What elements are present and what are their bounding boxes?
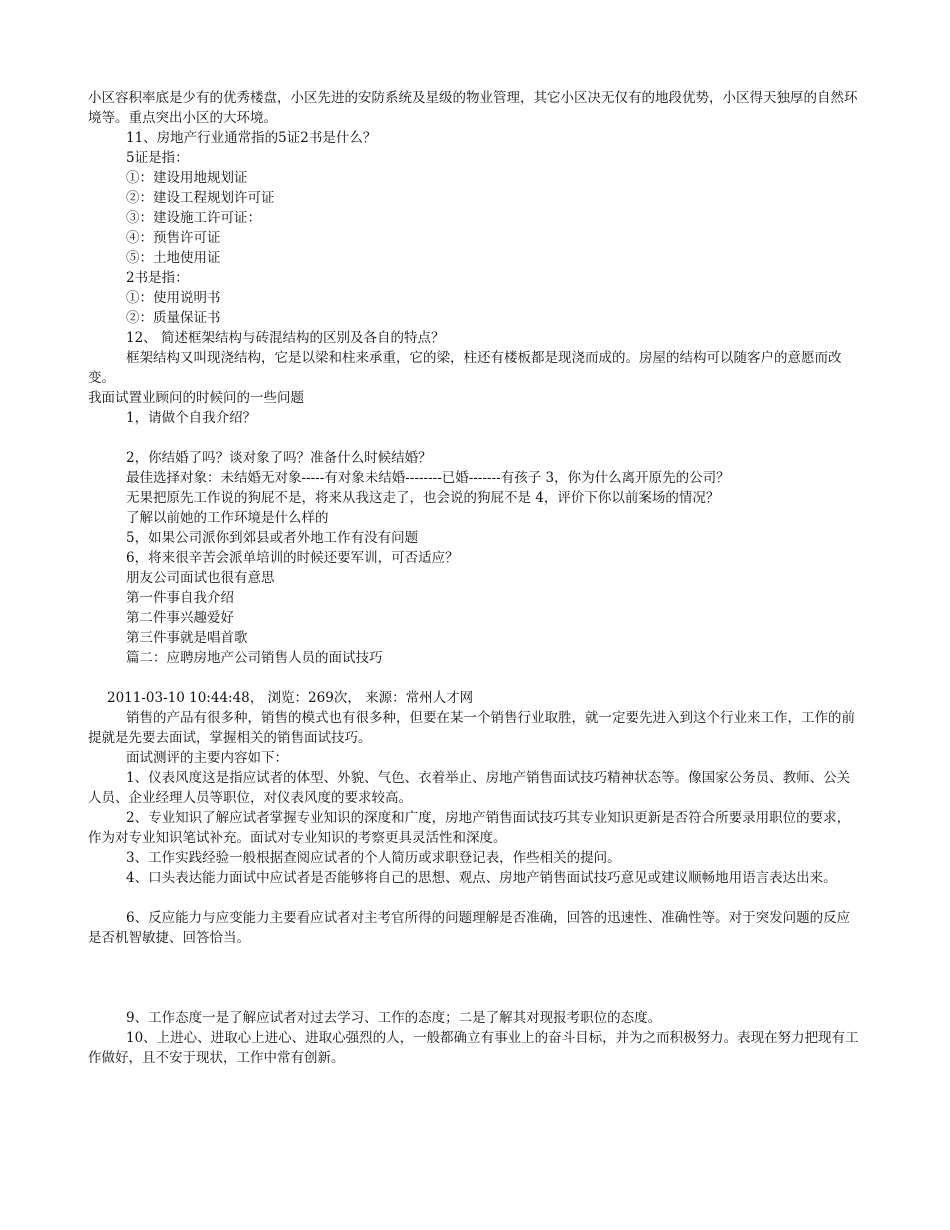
second-thing: 第二件事兴趣爱好 (126, 610, 234, 626)
friend-company-note: 朋友公司面试也很有意思 (126, 570, 275, 586)
interview-question-5: 5，如果公司派你到郊县或者外地工作有没有问题 (126, 530, 419, 546)
two-books-heading: 2书是指： (126, 270, 189, 286)
certificate-item-4: ④：预售许可证 (126, 230, 221, 246)
interview-questions-heading: 我面试置业顾问的时候问的一些问题 (88, 390, 304, 406)
answer-12: 框架结构又叫现浇结构，它是以梁和柱来承重，它的梁，柱还有楼板都是现浇而成的。房屋的结构可以随客户的意愿而改变。 (88, 350, 842, 386)
interview-question-4: 无果把原先工作说的狗屁不是，将来从我这走了，也会说的狗屁不是 4，评价下你以前案场的情况？ (126, 490, 720, 506)
interview-question-3: 最佳选择对象：未结婚无对象-----有对象未结婚--------已婚-------有孩子 3，你为什么离开原先的公司？ (126, 470, 730, 486)
certificate-item-1: ①：建设用地规划证 (126, 170, 248, 186)
spacer (88, 948, 860, 1008)
book-item-1: ①：使用说明书 (126, 290, 221, 306)
assessment-contents-heading: 面试测评的主要内容如下： (126, 750, 288, 766)
paragraph-community-env: 小区容积率底是少有的优秀楼盘，小区先进的安防系统及星级的物业管理，其它小区决无仅有的地段优势，小区得天独厚的自然环境等。重点突出小区的大环境。 (88, 90, 858, 126)
certificate-item-3: ③：建设施工许可证： (126, 210, 261, 226)
interview-note-environment: 了解以前她的工作环境是什么样的 (126, 510, 329, 526)
book-item-2: ②：质量保证书 (126, 310, 221, 326)
interview-question-6: 6，将来很辛苦会派单培训的时候还要军训，可否适应？ (126, 550, 459, 566)
assessment-item-4: 4、口头表达能力面试中应试者是否能够将自己的思想、观点、房地产销售面试技巧意见或建议顺畅地用语言表达出来。 (126, 870, 837, 886)
question-12: 12、 简述框架结构与砖混结构的区别及各自的特点？ (126, 330, 445, 346)
third-thing: 第三件事就是唱首歌 (126, 630, 248, 646)
article-meta: 2011-03-10 10:44:48， 浏览：269次， 来源：常州人才网 (107, 690, 474, 706)
assessment-item-9: 9、工作态度一是了解应试者对过去学习、工作的态度；二是了解其对现报考职位的态度。 (126, 1010, 662, 1026)
first-thing: 第一件事自我介绍 (126, 590, 234, 606)
assessment-item-2: 2、专业知识了解应试者掌握专业知识的深度和广度，房地产销售面试技巧其专业知识更新是否符合所要录用职位的要求，作为对专业知识笔试补充。面试对专业知识的考察更具灵活性和深度。 (88, 810, 851, 846)
five-certificates-heading: 5证是指： (126, 150, 189, 166)
document-page (88, 88, 860, 1068)
interview-question-1: 1，请做个自我介绍？ (126, 410, 257, 426)
assessment-item-6: 6、反应能力与应变能力主要看应试者对主考官所得的问题理解是否准确，回答的迅速性、准确性等。对于突发问题的反应是否机智敏捷、回答恰当。 (88, 910, 851, 946)
assessment-item-3: 3、工作实践经验一般根据查阅应试者的个人简历或求职登记表，作些相关的提问。 (126, 850, 621, 866)
question-11: 11、房地产行业通常指的5证2书是什么？ (126, 130, 377, 146)
interview-question-2: 2，你结婚了吗？谈对象了吗？准备什么时候结婚？ (126, 450, 432, 466)
assessment-item-1: 1、仪表风度这是指应试者的体型、外貌、气色、衣着举止、房地产销售面试技巧精神状态等。像国家公务员、教师、公关人员、企业经理人员等职位，对仪表风度的要求较高。 (88, 770, 851, 806)
spacer (88, 668, 860, 688)
certificate-item-2: ②：建设工程规划许可证 (126, 190, 275, 206)
assessment-item-10: 10、上进心、进取心上进心、进取心强烈的人，一般都确立有事业上的奋斗目标，并为之而积极努力。表现在努力把现有工作做好，且不安于现状，工作中常有创新。 (88, 1030, 859, 1066)
section-two-title: 篇二：应聘房地产公司销售人员的面试技巧 (126, 650, 383, 666)
sales-intro-paragraph: 销售的产品有很多种，销售的模式也有很多种，但要在某一个销售行业取胜，就一定要先进入到这个行业来工作，工作的前提就是先要去面试，掌握相关的销售面试技巧。 (88, 710, 855, 746)
spacer (88, 428, 860, 448)
certificate-item-5: ⑤：土地使用证 (126, 250, 221, 266)
spacer (88, 888, 860, 908)
